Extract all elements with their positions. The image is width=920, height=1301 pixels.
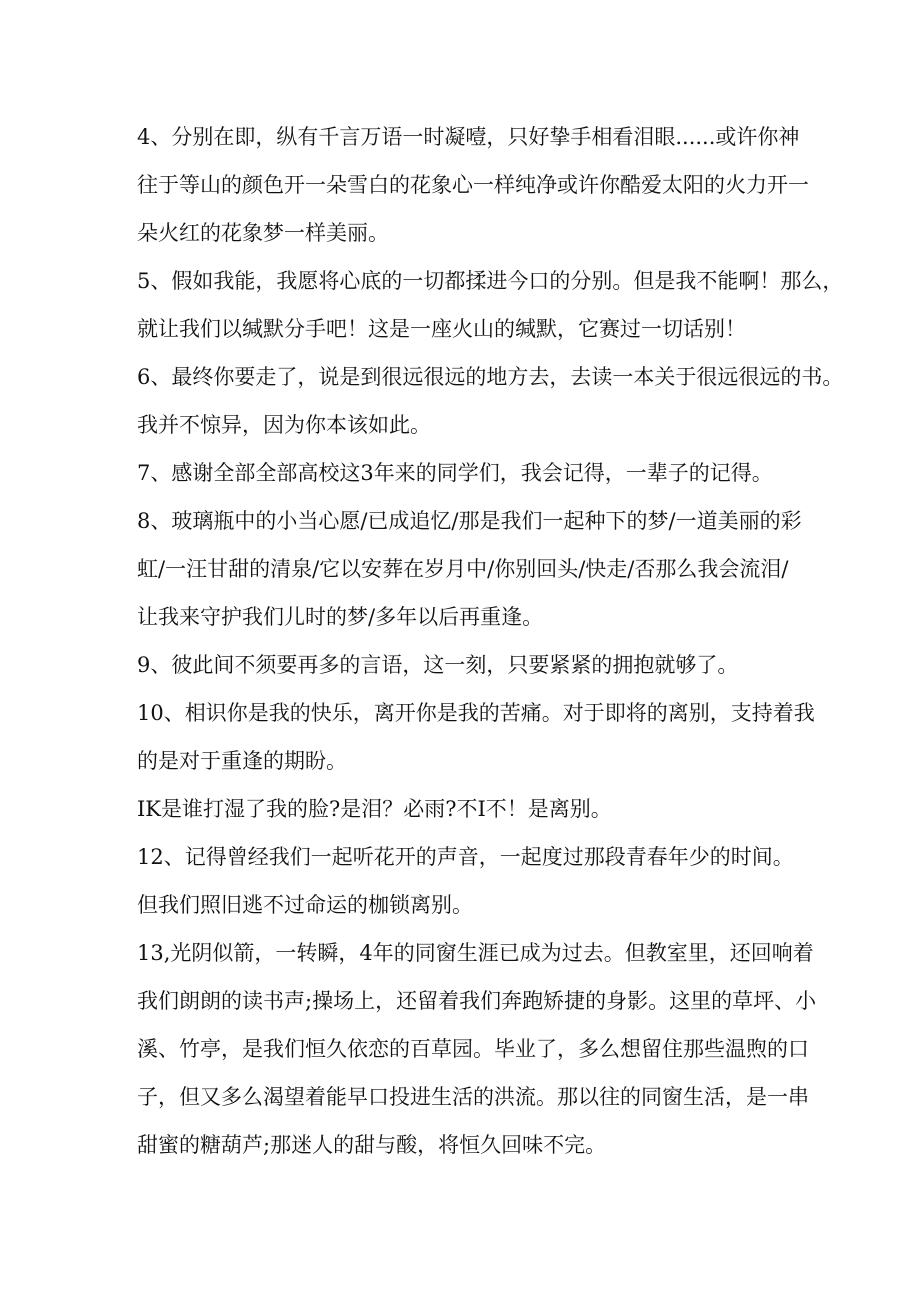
text-line: 就让我们以缄默分手吧！这是一座火山的缄默，它赛过一切话别！	[137, 317, 746, 341]
text-line: 10、相识你是我的快乐，离开你是我的苦痛。对于即将的离别，支持着我	[137, 701, 815, 725]
text-line: IK是谁打湿了我的脸?是泪？必雨?不I不！是离别。	[137, 797, 612, 821]
text-line: 的是对于重逢的期盼。	[137, 749, 347, 773]
text-line: 朵火红的花象梦一样美丽。	[137, 221, 389, 245]
text-line: 让我来守护我们儿时的梦/多年以后再重逢。	[137, 605, 544, 629]
text-line: 5、假如我能，我愿将心底的一切都揉进今口的分别。但是我不能啊！那么，	[137, 269, 844, 293]
text-line: 子，但又多么渴望着能早口投进生活的洪流。那以往的同窗生活，是一串	[137, 1085, 809, 1109]
text-line: 溪、竹亭，是我们恒久依恋的百草园。毕业了，多么想留住那些温煦的口	[137, 1037, 809, 1061]
text-line: 7、感谢全部全部高校这3年来的同学们，我会记得，一辈子的记得。	[137, 461, 773, 485]
text-line: 6、最终你要走了，说是到很远很远的地方去，去读一本关于很远很远的书。	[137, 365, 844, 389]
text-line: 甜蜜的糖葫芦;那迷人的甜与酸，将恒久回味不完。	[137, 1133, 607, 1157]
text-line: 8、玻璃瓶中的小当心愿/已成追忆/那是我们一起种下的梦/一道美丽的彩	[137, 509, 802, 533]
text-line: 但我们照旧逃不过命运的枷锁离别。	[137, 893, 473, 917]
text-line: 往于等山的颜色开一朵雪白的花象心一样纯净或许你酷爱太阳的火力开一	[137, 173, 809, 197]
text-line: 4、分别在即，纵有千言万语一时凝噎，只好挚手相看泪眼......或许你神	[137, 125, 800, 149]
text-line: 我并不惊异，因为你本该如此。	[137, 413, 431, 437]
text-line: 虹/一汪甘甜的清泉/它以安葬在岁月中/你别回头/快走/否那么我会流泪/	[137, 557, 789, 581]
text-line: 9、彼此间不须要再多的言语，这一刻，只要紧紧的拥抱就够了。	[137, 653, 739, 677]
document-body	[137, 113, 844, 1169]
text-line: 我们朗朗的读书声;操场上，还留着我们奔跑矫捷的身影。这里的草坪、小	[137, 989, 817, 1013]
text-line: 12、记得曾经我们一起听花开的声音，一起度过那段青春年少的时间。	[137, 845, 794, 869]
text-line: 13,光阴似箭，一转瞬，4年的同窗生涯已成为过去。但教室里，还回响着	[137, 941, 814, 965]
